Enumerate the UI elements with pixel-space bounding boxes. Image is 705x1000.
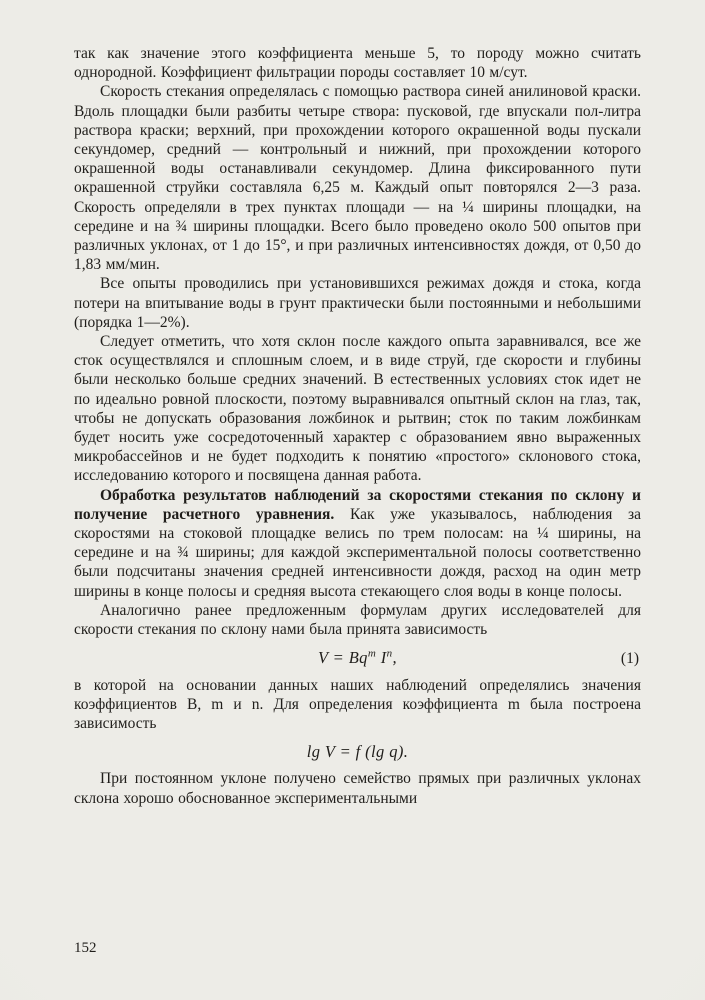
- equation-exponent-m: m: [367, 647, 377, 660]
- paragraph-coefficients: в которой на основании данных наших наблюдений определялись значения коэффициентов B, m и n. Для определения коэффициента m была построена зависимость: [74, 676, 641, 732]
- equation-term: ,: [392, 648, 398, 668]
- paragraph-text: Как уже указывалось, наблюдения за скоростями на стоковой площадке велись по трем полосам: на ¼ ширины, на середине и на ¾ ширины; для каждой экспериментальной полосы соответственно были подсчитаны значения средней интенсивности дождя, расход на один метр ширины в конце полосы и средняя высота стекающего слоя воды в конце полосы.: [74, 505, 641, 600]
- paragraph-experiment-conditions: Все опыты проводились при установившихся режимах дождя и стока, когда потери на впитывание воды в грунт практически были постоянными и небольшими (порядка 1—2%).: [74, 275, 641, 331]
- equation-1-body: [318, 648, 397, 667]
- equation-2-body: lg V = f (lg q).: [306, 742, 409, 762]
- run-in-heading: Обработка результатов наблюдений за скоростями стекания по склону и получение расчетного уравнения.: [74, 486, 641, 523]
- equation-number: (1): [620, 650, 639, 668]
- paragraph-slope-notes: Следует отметить, что хотя склон после каждого опыта заравнивался, все же сток осуществлялся и сплошным слоем, и в виде струй, где скорости и глубины были несколько больше средних значений. В естественных условиях сток идет не по идеально ровной плоскости, поэтому выравнивался опытный склон на глаз, так, чтобы не допускать образования ложбинок и рытвин; сток по таким ложбинкам будет носить уже сосредоточенный характер с образованием явно выраженных микробассейнов и не будет подходить к понятию «простого» склонового стока, исследованию которого и посвящена данная работа.: [74, 333, 641, 485]
- paragraph-measurement-method: Скорость стекания определялась с помощью раствора синей анилиновой краски. Вдоль площадки были разбиты четыре створа: пусковой, где впускали пол-литра раствора краски; верхний, при прохождении которого окрашенной воды пускали секундомер, средний — контрольный и нижний, при прохождении которого окрашенной воды останавливали секундомер. Длина фиксированного пути окрашенной струйки составляла 6,25 м. Каждый опыт повторялся 2—3 раза. Скорость определяли в трех пунктах площади — на ¼ ширины площадки, на середине и на ¾ ширины площадки. Всего было проведено около 500 опытов при различных уклонах, от 1 до 15°, и при различных интенсивностях дождя, от 0,50 до 1,83 мм/мин.: [74, 83, 641, 274]
- paragraph-with-run-in-heading: [74, 486, 641, 601]
- equation-2: [74, 742, 641, 761]
- paragraph-formula-intro: Аналогично ранее предложенным формулам других исследователей для скорости стекания по склону нами была принята зависимость: [74, 601, 641, 639]
- equation-1: [74, 648, 641, 667]
- equation-exponent-n: n: [386, 647, 393, 660]
- paragraph-closing: При постоянном уклоне получено семейство прямых при различных уклонах склона хорошо обоснованное экспериментальными: [74, 770, 641, 807]
- page-number: 152: [74, 939, 97, 956]
- paragraph-continuation: так как значение этого коэффициента меньше 5, то породу можно считать однородной. Коэффициент фильтрации породы составляет 10 м/сут.: [74, 45, 641, 82]
- equation-term: I: [376, 648, 387, 668]
- equation-term: V = Bq: [317, 648, 368, 668]
